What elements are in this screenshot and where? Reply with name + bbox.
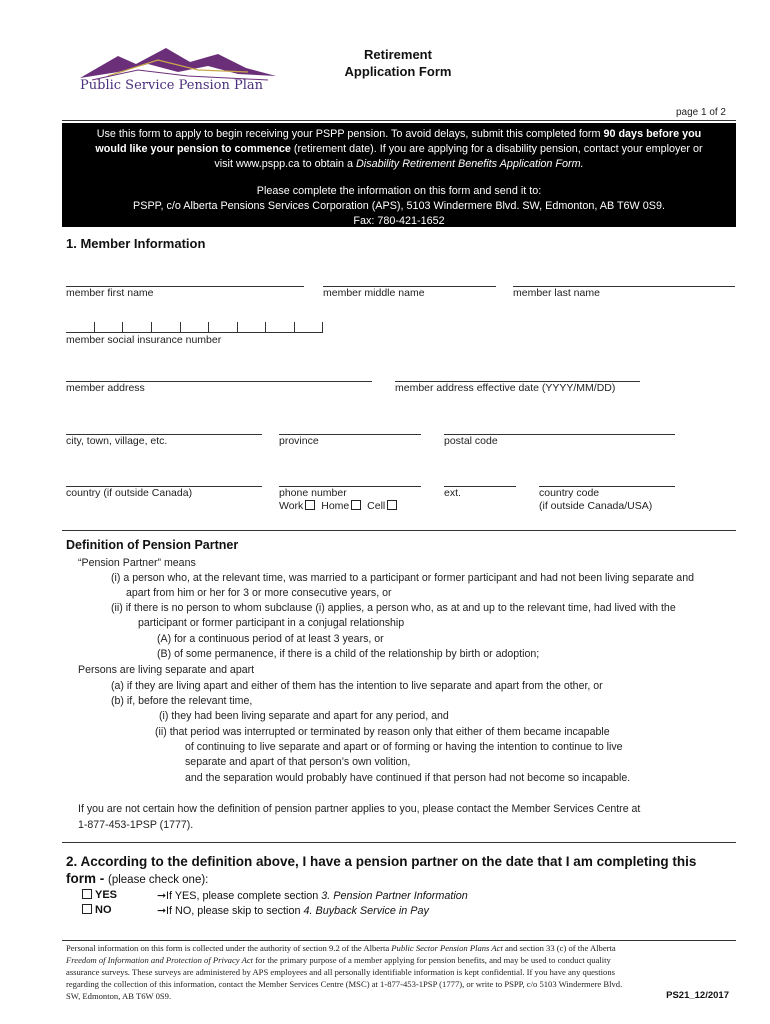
pspp-logo xyxy=(78,42,278,98)
definition-line: “Pension Partner” means xyxy=(78,557,196,569)
cell-checkbox[interactable] xyxy=(387,500,397,510)
definition-line: of continuing to live separate and apart or of forming or having the intention to continue to live xyxy=(185,741,623,753)
form-title-line1: Retirement xyxy=(364,47,432,62)
no-label: NO xyxy=(95,904,112,916)
header-divider xyxy=(62,120,736,121)
arrow-right-icon: ➞ xyxy=(157,905,167,917)
mountain-logo-icon xyxy=(78,42,278,82)
sin-label: member social insurance number xyxy=(66,334,222,346)
address-label: member address xyxy=(66,382,145,394)
work-label: Work xyxy=(279,500,304,512)
definition-line: (ii) that period was interrupted or terminated by reason only that either of them became incapable xyxy=(155,726,610,738)
no-instruction: ➞If NO, please skip to section 4. Buyback Service in Pay xyxy=(157,905,429,917)
middle-name-label: member middle name xyxy=(323,287,425,299)
definition-divider xyxy=(62,842,736,843)
home-label: Home xyxy=(321,500,350,512)
definition-line: participant or former participant in a conjugal relationship xyxy=(138,617,405,629)
ext-label: ext. xyxy=(444,487,461,499)
section2-heading-line2: form - (please check one): xyxy=(66,871,209,886)
banner-line6: Fax: 780-421-1652 xyxy=(353,215,445,227)
definition-line: (i) a person who, at the relevant time, was married to a participant or former participant and had not been living separate and xyxy=(111,572,694,584)
postal-code-label: postal code xyxy=(444,435,498,447)
address-date-label: member address effective date (YYYY/MM/DD) xyxy=(395,382,616,394)
msc-note-line1: If you are not certain how the definition of pension partner applies to you, please contact the Member Services Centre at xyxy=(78,803,641,815)
yes-instruction: ➞If YES, please complete section 3. Pension Partner Information xyxy=(157,890,468,902)
yes-label: YES xyxy=(95,889,118,901)
sin-field[interactable] xyxy=(66,322,324,333)
section2-heading xyxy=(66,853,696,889)
yes-checkbox[interactable] xyxy=(82,889,92,899)
form-code: PS21_12/2017 xyxy=(666,990,729,1001)
section1-divider xyxy=(62,530,736,531)
phone-label: phone number xyxy=(279,487,347,499)
definition-line: Persons are living separate and apart xyxy=(78,664,255,676)
home-checkbox[interactable] xyxy=(351,500,361,510)
definition-line: separate and apart of that person’s own volition, xyxy=(185,756,411,768)
banner-line1: Use this form to apply to begin receiving your PSPP pension. To avoid delays, submit this completed form 90 days before you xyxy=(96,128,702,140)
privacy-notice: Personal information on this form is collected under the authority of section 9.2 of the Alberta Public Sector Pension Plans Act and section 33 (c) of the Alberta Freedom of Information and Protection of Privacy Act for the primary purpose of a member applying for pension benefits, and may be used to conduct quality assurance surveys. These surveys are administered by APS employees and all personally identifiable information is kept confidential. If you have any questions regarding the collection of this information, contact the Member Services Centre (MSC) at 1-877-453-1PSP (1777), or write to PSPP, c/o 5103 Windermere Blvd. SW, Edmonton, AB T6W 0S9. xyxy=(66,943,623,1001)
logo-text: Public Service Pension Plan xyxy=(80,78,264,93)
definition-line: (B) of some permanence, if there is a child of the relationship by birth or adoption; xyxy=(157,648,540,660)
definition-line: (b) if, before the relevant time, xyxy=(111,695,253,707)
banner-line3: visit www.pspp.ca to obtain a Disability Retirement Benefits Application Form. xyxy=(214,158,584,170)
banner-line5: PSPP, c/o Alberta Pensions Services Corporation (APS), 5103 Windermere Blvd. SW, Edmonton, AB T6W 0S9. xyxy=(133,200,665,212)
city-label: city, town, village, etc. xyxy=(66,435,168,447)
section1-heading: 1. Member Information xyxy=(66,236,206,251)
section2-heading-line1: 2. According to the definition above, I have a pension partner on the date that I am completing this xyxy=(66,854,697,869)
msc-note-line2: 1-877-453-1PSP (1777). xyxy=(78,819,194,831)
country-label: country (if outside Canada) xyxy=(66,487,193,499)
definition-line: (A) for a continuous period of at least 3 years, or xyxy=(157,633,384,645)
page-indicator: page 1 of 2 xyxy=(675,107,726,118)
last-name-label: member last name xyxy=(513,287,600,299)
banner-line4: Please complete the information on this form and send it to: xyxy=(256,185,542,197)
definition-heading: Definition of Pension Partner xyxy=(66,538,239,552)
country-code-note: (if outside Canada/USA) xyxy=(539,500,653,512)
definition-line: (a) if they are living apart and either of them has the intention to live separate and apart from the other, or xyxy=(111,680,603,692)
form-title-line2: Application Form xyxy=(344,64,452,79)
instructions-banner xyxy=(62,123,736,227)
definition-line: and the separation would probably have continued if that person had not become so incapable. xyxy=(185,772,631,784)
first-name-label: member first name xyxy=(66,287,154,299)
no-checkbox[interactable] xyxy=(82,904,92,914)
form-title xyxy=(300,46,496,80)
footer-divider xyxy=(62,940,736,941)
arrow-right-icon: ➞ xyxy=(157,890,167,902)
province-label: province xyxy=(279,435,319,447)
option-yes[interactable] xyxy=(80,889,117,901)
banner-line2: would like your pension to commence (retirement date). If you are applying for a disability pension, contact your employer or xyxy=(95,143,703,155)
definition-line: (i) they had been living separate and apart for any period, and xyxy=(159,710,449,722)
work-checkbox[interactable] xyxy=(305,500,315,510)
cell-label: Cell xyxy=(367,500,386,512)
definition-line: (ii) if there is no person to whom subclause (i) applies, a person who, as at and up to the relevant time, had lived with the xyxy=(111,602,676,614)
option-no[interactable] xyxy=(80,904,112,916)
country-code-label: country code xyxy=(539,487,600,499)
phone-type-options xyxy=(279,500,400,512)
definition-line: apart from him or her for 3 or more consecutive years, or xyxy=(126,587,392,599)
